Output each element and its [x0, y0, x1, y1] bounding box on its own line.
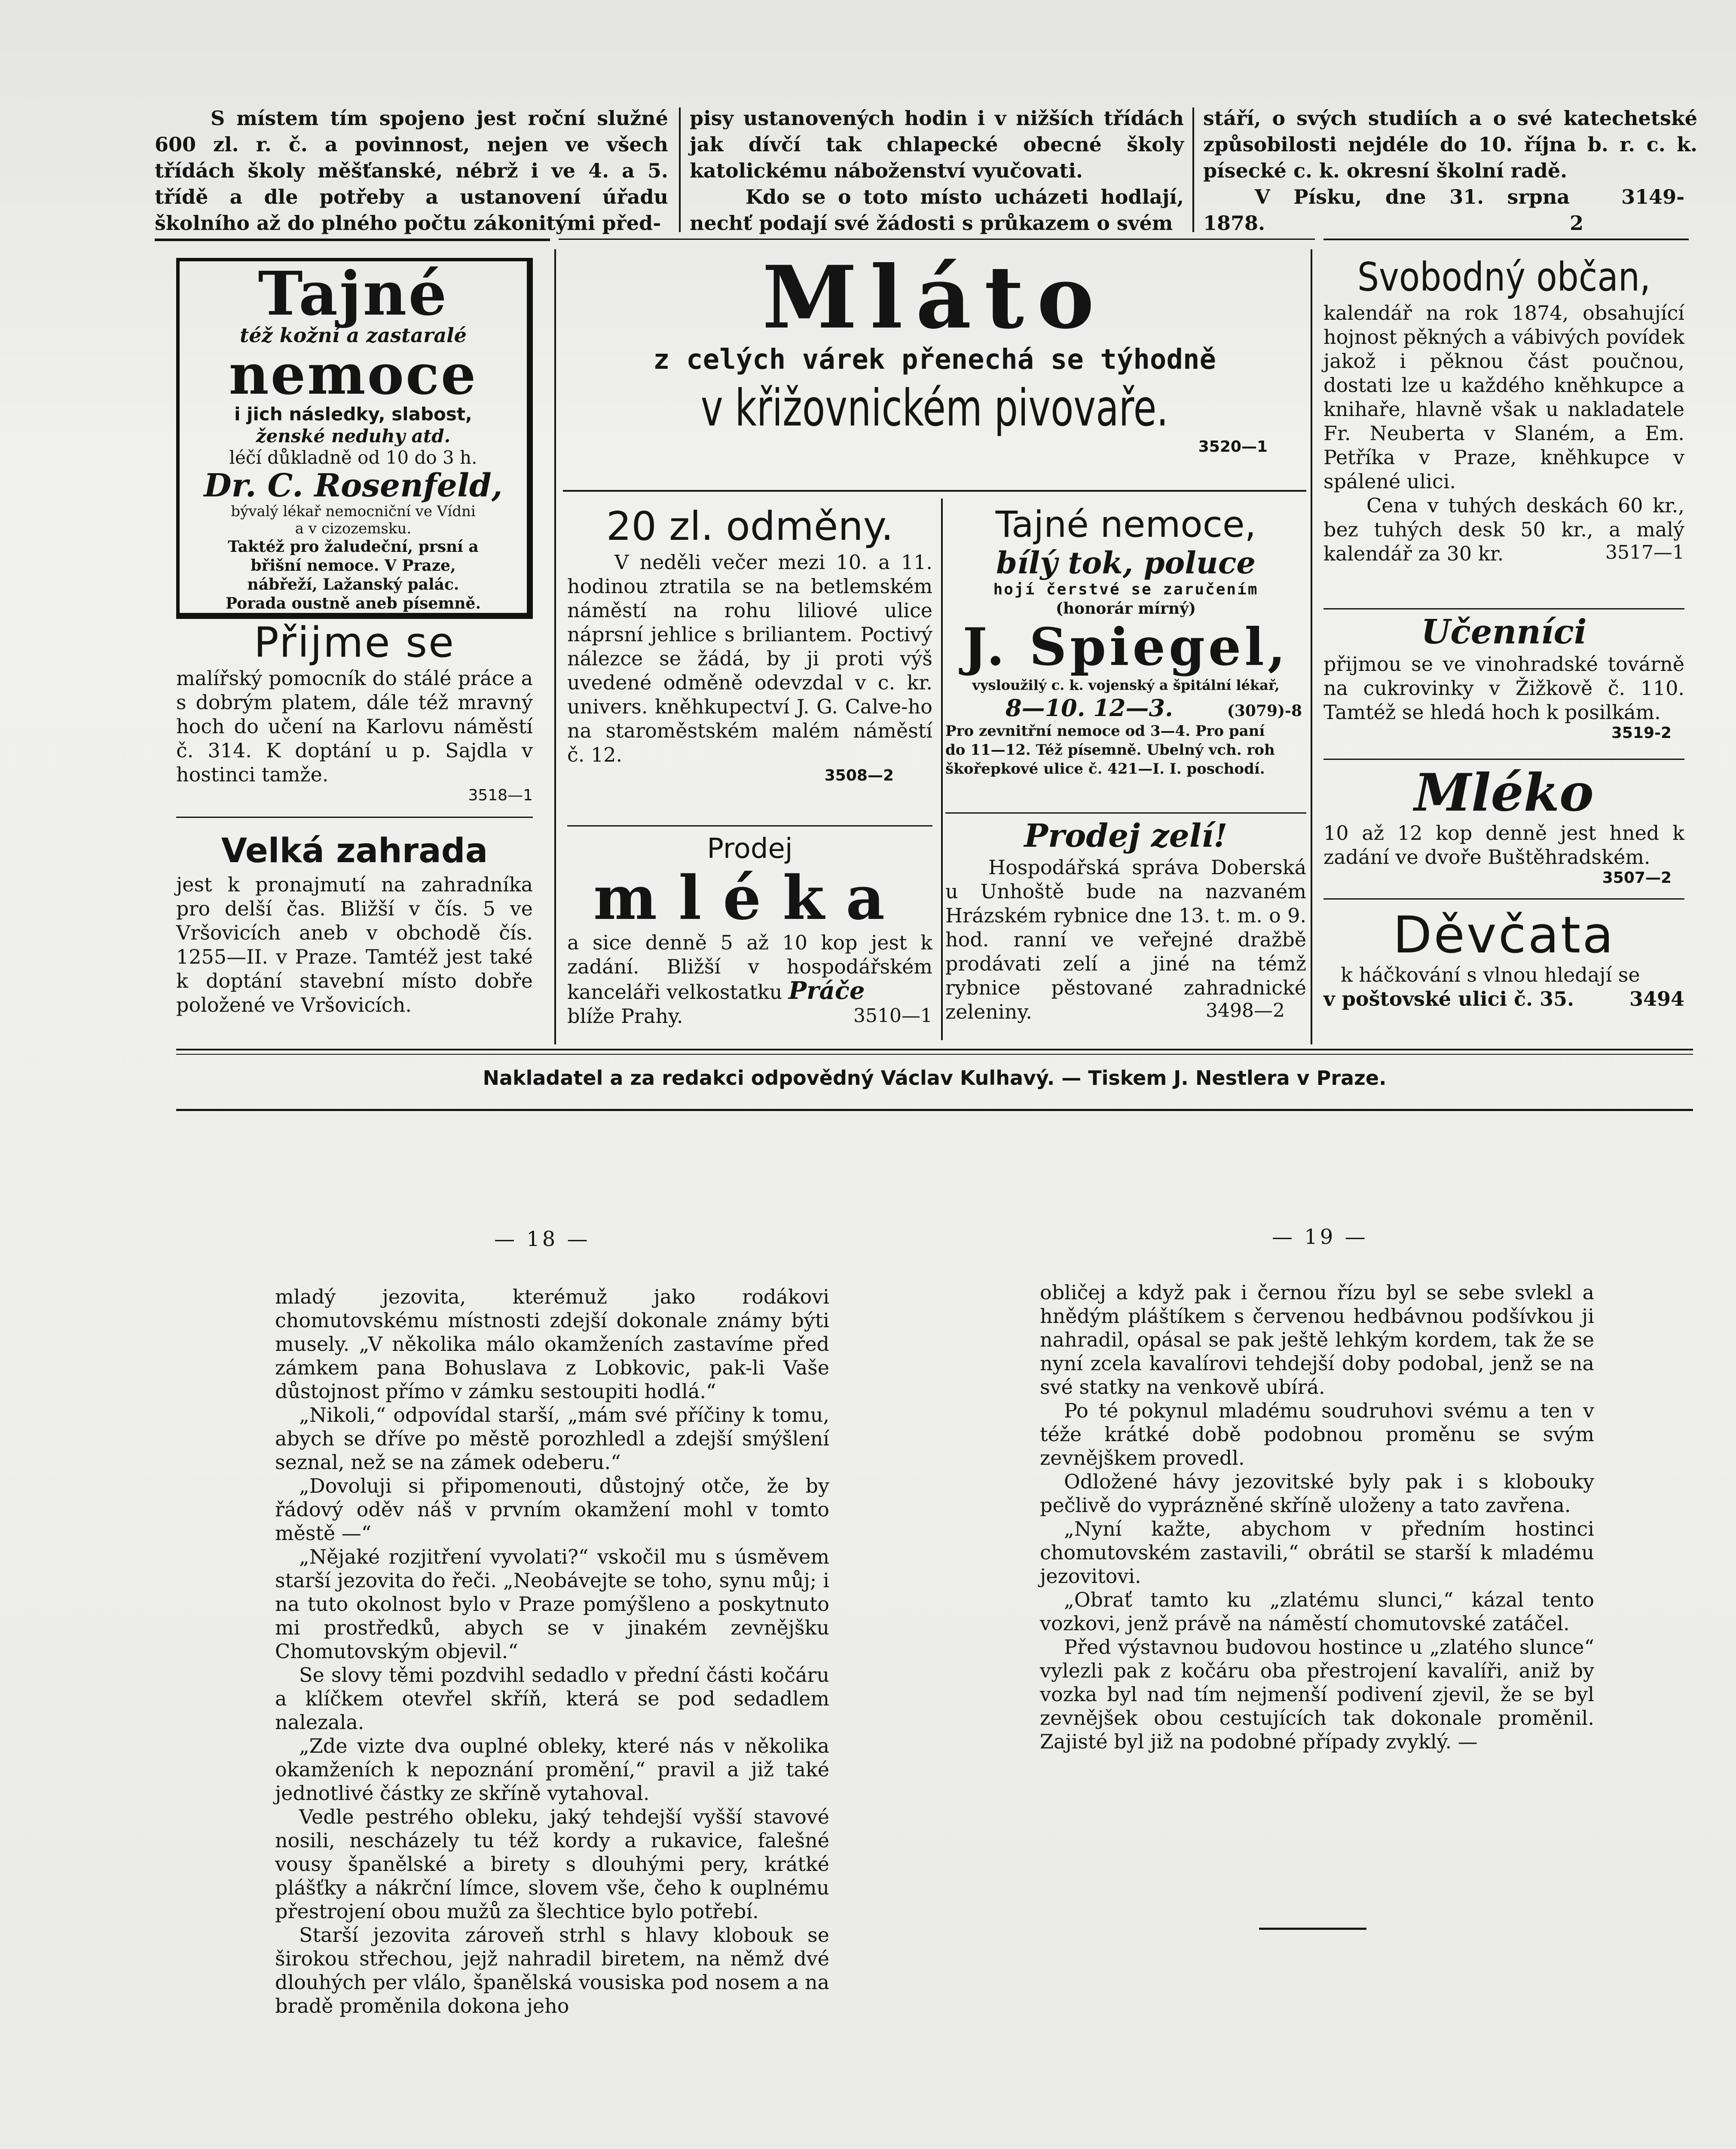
ad-doctor-name: J. Spiegel, — [963, 617, 1289, 677]
ad-text-line: nábřeží, Lažanský palác. — [247, 576, 459, 594]
ad-reference: 3508—2 — [824, 767, 894, 784]
ad-reference: 3510—1 — [853, 1005, 932, 1027]
ad-title: Svobodný občan, — [1357, 254, 1651, 300]
ad-doctor-name: Dr. C. Rosenfeld, — [204, 467, 503, 504]
ad-separator — [176, 817, 533, 818]
ad-text-line: a v cizozemsku. — [295, 520, 412, 537]
book-paragraph: Starší jezovita zároveň strhl s hlavy klobouk se širokou střechou, jejž nahradil biretem, na němž dvé dlouhých per vlálo, španělská vousiska pod nosem a na bradě proměnila dokona jeho — [275, 1923, 829, 2017]
ad-separator — [1323, 898, 1684, 900]
book-paragraph: „Nějaké rozjitření vyvolati?“ vskočil mu s úsměvem starší jezovita do řeči. „Neobávejte se toho, synu můj; i na tuto okolnost bylo v Praze pomýšleno a poskytnuto mi prostředků, abych se v jinakém zevnějšku Chomutovským objevil.“ — [275, 1545, 829, 1663]
ad-mlato — [567, 247, 1302, 456]
ad-text-line: břišní nemoce. V Praze, — [251, 557, 456, 575]
ad-text-line: vysloužilý c. k. vojenský a špitální lékař, — [972, 677, 1280, 693]
ad-title: Učenníci — [1421, 612, 1587, 652]
ad-separator — [567, 825, 932, 827]
ad-title: Velká zahrada — [221, 832, 488, 870]
ad-text-line: i jich následky, slabost, — [234, 404, 472, 425]
ad-prodej-zeli — [945, 817, 1306, 1022]
section-rule — [1323, 239, 1689, 240]
top-column-1 — [155, 105, 668, 236]
imprint-rule-top — [176, 1054, 1693, 1055]
ad-title: Tajné nemoce, — [995, 503, 1256, 545]
column-rule — [941, 499, 943, 1040]
book-paragraph: Se slovy těmi pozdvihl sedadlo v přední části kočáru a klíčkem otevřel skříň, která se pod sedadlem nalezala. — [275, 1663, 829, 1734]
ad-text-line: z celých várek přenechá se týhodně — [653, 344, 1216, 376]
ad-title: nemoce — [229, 343, 478, 407]
ad-separator — [945, 812, 1306, 814]
ad-text-line: do 11—12. Též písemně. Ubelný vch. roh — [945, 741, 1275, 759]
ad-text-line: bývalý lékař nemocniční ve Vídni — [231, 503, 476, 520]
top-column-3-signature — [1203, 184, 1697, 236]
ad-text: k háčkování s vlnou hledají se — [1341, 963, 1640, 986]
ad-reference: 3149-2 — [1570, 185, 1685, 235]
ad-text-line: Taktéž pro žaludeční, prsní a — [228, 538, 479, 556]
top-column-2-text: pisy ustanovených hodin i v nižších třídách jak dívčí tak chlapecké obecné školy katolickému náboženství vyučovati. — [690, 107, 1184, 182]
ad-subtitle: též kožní a zastaralé — [240, 324, 467, 347]
book-paragraph: „Obrať tamto ku „zlatému slunci,“ kázal tento vozkovi, jenž právě na náměstí chomutovské zatáčel. — [1040, 1588, 1594, 1635]
ad-place-name: Práče — [789, 977, 865, 1005]
imprint-line: Nakladatel a za redakci odpovědný Václav Kulhavý. — Tiskem J. Nestlera v Praze. — [483, 1066, 1387, 1090]
ad-text: blíže Prahy. — [567, 1004, 683, 1028]
section-rule — [155, 239, 550, 241]
ad-velka-zahrada — [176, 830, 533, 1017]
ad-reference: 3507—2 — [1602, 869, 1672, 887]
ad-text-line: Porada oustně aneb písemně. — [226, 594, 481, 612]
ad-text: Hospodářská správa Doberská u Unhoště bude na nazvaném Hrázském rybnice dne 13. t. m. o 9. hod. ranní ve veřejné dražbě prodávati zelí a jiné na témž rybnice pěstované zahradnické zeleniny. — [945, 856, 1306, 1023]
ad-title: Děvčata — [1393, 905, 1615, 964]
ad-title: Mláto — [762, 247, 1107, 348]
ad-prijme-se — [176, 619, 533, 804]
ad-reference: 3519-2 — [1611, 724, 1672, 742]
ad-title: Prodej — [707, 833, 793, 865]
section-rule — [559, 239, 1315, 240]
ad-text-line: hojí čerstvé se zaručením — [993, 581, 1259, 598]
column-rule — [1192, 107, 1194, 232]
book-paragraph: Před výstavnou budovou hostince u „zlatého slunce“ vylezli pak z kočáru oba přestrojení kavalíři, aniž by vozka byl nad tím nejmenší podivení zjevil, že se byl zevnějšek obou cestujících tak dokonale proměnil. Zajisté byl již na podobné případy zvyklý. — — [1040, 1635, 1594, 1753]
ad-text-line: Pro zevnitřní nemoce od 3—4. Pro paní — [945, 722, 1265, 740]
ad-reference: 3494 — [1629, 987, 1684, 1010]
ad-tajne-nemoce-spiegel — [945, 503, 1306, 778]
ad-hours-row — [945, 694, 1306, 722]
book-paragraph: „Nikoli,“ odpovídal starší, „mám své příčiny k tomu, abych se dříve po městě porozhledl a zdejší smýšlení seznal, než se na zámek odeberu.“ — [275, 1403, 829, 1474]
book-page-right — [1040, 1281, 1594, 1754]
ad-title: Prodej zelí! — [1024, 817, 1228, 854]
top-column-1-text: S místem tím spojeno jest roční služné 600 zl. r. č. a povinnost, nejen ve všech třídách školy měšťanské, nébrž i ve 4. a 5. třídě a dle potřeby a ustanovení úřadu školního až do plného počtu zákonitými před- — [155, 107, 668, 235]
ad-separator — [1323, 608, 1684, 609]
book-paragraph: „Nyní kažte, abychom v předním hostinci chomutovském zastavili,“ obrátil se starší k mladému jezovitovi. — [1040, 1517, 1594, 1588]
book-paragraph: Vedle pestrého obleku, jaký tehdejší vyšší stavové nosili, nescházely tu též kordy a rukavice, falešné vousy španělské a birety s dlouhými pery, krátké plášťky a nákrční límce, slovem vše, čeho k ouplnému přestrojení obou mužů za šlechtice bylo potřebí. — [275, 1805, 829, 1923]
ad-reference: 3517—1 — [1605, 542, 1684, 563]
ad-separator — [1323, 759, 1684, 760]
ad-text-line: léčí důkladně od 10 do 3 h. — [229, 447, 477, 468]
ad-reference: (3079)-8 — [1227, 702, 1302, 720]
ad-text: přijmou se ve vinohradské továrně na cukrovinky v Žižkově č. 110. Tamtéž se hledá hoch k posilkám. — [1323, 652, 1684, 724]
book-paragraph: „Dovoluji si připomenouti, důstojný otče, že by řádový oděv náš v prvním okamžení mohl v tomto městě —“ — [275, 1474, 829, 1545]
ad-ucennici — [1323, 612, 1684, 742]
ad-address: v poštovské ulici č. 35. — [1323, 987, 1574, 1010]
ad-title: Tajné — [258, 259, 449, 329]
page-number-right: — 19 — — [1272, 1225, 1368, 1249]
ad-devcata — [1323, 907, 1684, 1011]
top-column-2 — [690, 105, 1184, 236]
ad-tajne-nemoce — [176, 258, 533, 619]
ad-title: Mléko — [1414, 762, 1594, 823]
ad-separator — [563, 490, 1306, 492]
top-column-3 — [1203, 105, 1697, 236]
book-page-left — [275, 1285, 829, 2018]
ad-text-line: (honorár mírný) — [1055, 600, 1196, 618]
ad-reference: 3498—2 — [1206, 1000, 1285, 1022]
book-paragraph: Odložené hávy jezovitské byly pak i s klobouky pečlivě do vyprázněné skříně uloženy a tato zavřena. — [1040, 1470, 1594, 1517]
column-rule — [554, 249, 556, 1044]
ad-reference: 3520—1 — [1198, 438, 1268, 456]
ad-text-line: škořepkové ulice č. 421—I. I. poschodí. — [945, 760, 1265, 778]
ad-footer — [1323, 987, 1684, 1011]
ad-title: Přijme se — [254, 618, 455, 667]
book-paragraph: obličej a když pak i černou řízu byl se sebe svlekl a hnědým pláštíkem s červenou hedbávnou podšívkou ji nahradil, opásal se pak ještě lehkým kordem, tak že se nyní zcela kavalírovi tehdejší doby podobal, jenž se na své statky na venkově ubírá. — [1040, 1281, 1594, 1399]
top-column-3-text: stáří, o svých studiích a o své katechetské způsobilosti nejdéle do 10. října b. r. c. k. písecké c. k. okresní školní radě. — [1203, 107, 1697, 182]
column-rule — [679, 107, 681, 232]
ad-subtitle: bílý tok, poluce — [996, 545, 1256, 581]
top-column-2-text-b: Kdo se o toto místo ucházeti hodlají, nechť podají své žádosti s průkazem o svém — [690, 185, 1184, 235]
ad-text: kalendář na rok 1874, obsahující hojnost pěkných a vábivých povídek jakož i pěknou část poučnou, dostati lze u každého kněhkupce a knihaře, hlavně však u nakladatele Fr. Neuberta v Slaném, a Em. Petříka v Praze, kněhkupce v spálené ulici. — [1323, 301, 1684, 493]
end-rule — [1259, 1928, 1366, 1930]
ad-text: V neděli večer mezi 10. a 11. hodinou ztratila se na betlemském náměstí na rohu liliové ulice náprsní jehlice s briliantem. Poctivý nálezce se žádá, by ji proti výš uvedené odměně odevzdal v c. kr. univers. kněhkupectví J. G. Calve-ho na staroměstském malém náměstí č. 12. — [567, 551, 932, 766]
imprint-rule-bottom — [176, 1109, 1693, 1111]
ad-svobodny-obcan — [1323, 254, 1684, 563]
ad-text: 10 až 12 kop denně jest hned k zadání ve dvoře Buštěhradském. — [1323, 821, 1684, 869]
ad-price: Cena v tuhých deskách 60 kr., bez tuhých desk 50 kr., a malý kalendář za 30 kr. — [1323, 494, 1684, 565]
ad-prodej-mleka — [567, 832, 932, 1028]
column-rule — [1311, 249, 1312, 1044]
ad-text: malířský pomocník do stálé práce a s dobrým platem, dále též mravný hoch do učení na Karlovu náměstí č. 314. K doptání u p. Sajdla v hostinci tamže. — [176, 667, 533, 786]
ad-big-title: mléka — [593, 863, 907, 934]
ad-20-zl-odmeny — [567, 503, 932, 784]
ad-reference: 3518—1 — [468, 787, 533, 804]
ad-title: 20 zl. odměny. — [606, 503, 894, 549]
book-paragraph: „Zde vizte dva ouplné obleky, které nás v několika okamženích k nepoznání promění,“ pravil a již také jednotlivé částky ze skříně vytahoval. — [275, 1734, 829, 1805]
imprint-rule-top — [176, 1049, 1693, 1050]
ad-text: a sice denně 5 až 10 kop jest k zadání. Bližší v hospodářském kanceláři velkostatku — [567, 931, 932, 1004]
ad-footer — [567, 1004, 932, 1028]
ad-mleko — [1323, 762, 1684, 887]
ad-hours: 8—10. 12—3. — [1006, 694, 1173, 722]
book-paragraph: mladý jezovita, kterémuž jako rodákovi chomutovskému místnosti zdejší dokonale známy býti musely. „V několika málo okamženích zastavíme před zámkem pana Bohuslava z Lobkovic, pak-li Vaše důstojnost přímo v zámku sestoupiti hodlá.“ — [275, 1285, 829, 1403]
ad-text-line: v křižovnickém pivovaře. — [700, 378, 1169, 438]
page-number-left: — 18 — — [494, 1227, 590, 1251]
ad-text: jest k pronajmutí na zahradníka pro delší čas. Bližší v čís. 5 ve Vršovicích aneb v obchodě čís. 1255—II. v Praze. Tamtéž jest také k doptání stavební místo dobře položené ve Vršovicích. — [176, 873, 533, 1016]
signature-text: V Písku, dne 31. srpna 1878. — [1203, 185, 1570, 235]
book-paragraph: Po té pokynul mladému soudruhovi svému a ten v téže krátké době podobnou proměnu se svým zevnějškem provedl. — [1040, 1399, 1594, 1469]
ad-text-line: ženské neduhy atd. — [256, 426, 451, 447]
